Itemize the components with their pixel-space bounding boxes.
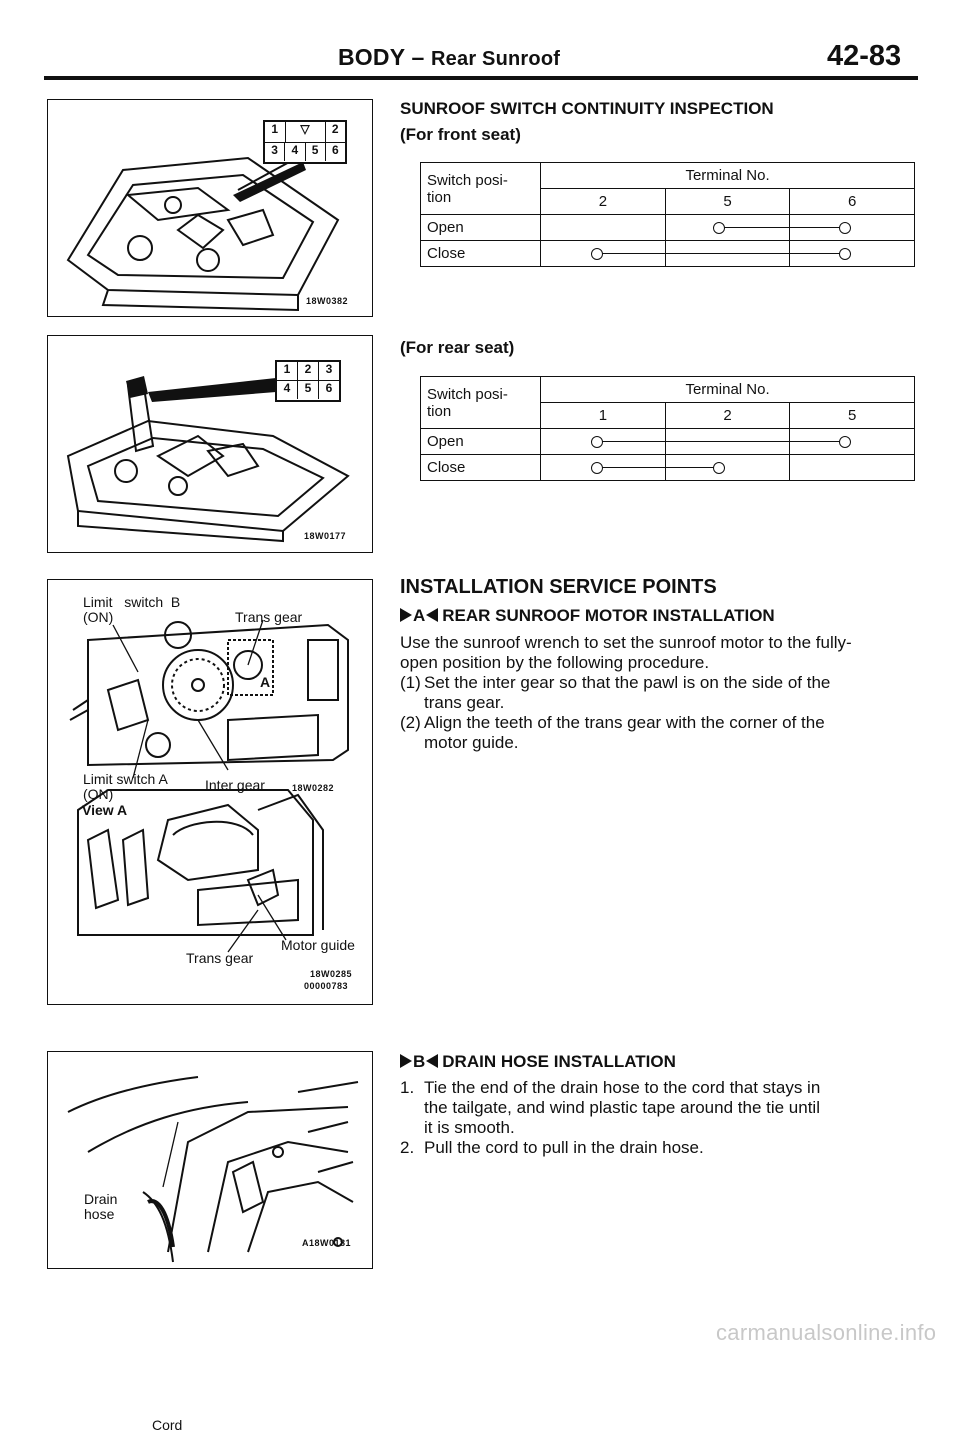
label-text: (ON) [83,609,114,625]
figure-switch-front [47,99,373,317]
figure-code: 18W0282 [292,783,335,793]
step-number: (2) [400,713,421,732]
connector-pin: 4 [285,143,305,161]
page-header-title [338,44,560,71]
step-number: 1. [400,1078,415,1097]
figure-code: 18W0382 [306,296,349,306]
page-number: 42-83 [827,40,902,72]
arrow-left-icon [426,1054,438,1068]
terminal-header-cell: 5 [665,189,790,215]
continuity-cells [541,241,915,267]
figure-code: A18W0181 [302,1238,352,1248]
paragraph-line: the tailgate, and wind plastic tape around the tie until [424,1098,820,1117]
terminal-header-cell: 6 [790,189,915,215]
figure-drain-hose [47,1051,373,1433]
step-number: 2. [400,1138,415,1157]
label-text: A [260,674,271,690]
figure-code: 18W0285 [310,969,353,979]
subsection-name: Rear Sunroof [431,48,561,70]
terminal-header-cell: 2 [665,403,790,429]
header-text: tion [427,188,452,206]
rear-seat-subtitle: (For rear seat) [400,338,515,357]
installation-title: INSTALLATION SERVICE POINTS [400,576,717,598]
connector-pin: 1 [265,122,286,142]
label-text: Limit switch B [83,594,181,610]
figure-code: 18W0177 [304,531,347,541]
switch-position-header [421,377,541,429]
front-seat-continuity-table [420,162,915,267]
label-trans-gear-view: Trans gear [186,950,254,966]
continuity-line [720,227,844,228]
label-limit-switch-b [83,595,180,625]
continuity-line [598,441,844,442]
service-point-a-body [400,633,920,753]
header-text: Switch posi- [427,385,508,403]
table-row [421,215,915,241]
service-point-b-body [400,1078,920,1158]
service-mark: B [413,1052,426,1071]
connector-pin: 5 [298,381,319,399]
table-row [421,455,915,481]
connector-pin: 3 [265,143,285,161]
continuity-line [598,467,722,468]
connector-pin: 6 [332,143,339,157]
terminal-header-cell: 2 [541,189,666,215]
figure-switch-rear [47,335,373,553]
connector-pin: 2 [331,122,339,136]
row-label: Close [421,241,541,267]
connector-diagram [263,120,347,164]
step-item [400,713,920,753]
paragraph-line: motor guide. [424,733,519,752]
header-text: tion [427,402,452,420]
front-seat-subtitle: (For front seat) [400,125,521,144]
label-text: Drain [84,1191,118,1207]
continuity-line [598,253,844,254]
label-limit-switch-a [83,772,168,802]
continuity-terminal-circle [591,462,603,474]
connector-diagram [275,360,341,402]
connector-pin: 2 [298,362,319,380]
row-label: Open [421,215,541,241]
paragraph-line: Align the teeth of the trans gear with the corner of the [424,713,825,732]
label-drain-hose [84,1192,117,1222]
connector-pin: 6 [325,381,333,395]
label-text: (ON) [83,786,114,802]
connector-pin: 3 [325,362,333,376]
header-rule [44,76,918,80]
arrow-right-icon [400,1054,412,1068]
continuity-terminal-circle [713,222,725,234]
terminal-header-cell: 5 [790,403,915,429]
paragraph-line: Pull the cord to pull in the drain hose. [424,1138,704,1157]
paragraph-line: it is smooth. [424,1118,515,1137]
service-point-a-heading [400,606,775,626]
continuity-title: SUNROOF SWITCH CONTINUITY INSPECTION [400,99,774,118]
continuity-terminal-circle [839,222,851,234]
paragraph-line: Use the sunroof wrench to set the sunroof motor to the fully- [400,633,852,652]
step-number: (1) [400,673,421,692]
service-heading-text: REAR SUNROOF MOTOR INSTALLATION [442,606,775,625]
header-dash: – [411,44,425,70]
arrow-left-icon [426,608,438,622]
label-inter-gear: Inter gear [205,777,265,793]
label-trans-gear: Trans gear [235,609,303,625]
terminal-no-header: Terminal No. [541,377,915,403]
label-text: Limit switch A [83,771,168,787]
service-point-b-heading [400,1052,676,1072]
continuity-cells [541,455,915,481]
view-marker-a [260,674,270,690]
watermark: carmanualsonline.info [716,1320,937,1345]
label-text: hose [84,1206,115,1222]
connector-pin: 1 [277,362,298,380]
paragraph-line: Tie the end of the drain hose to the cord that stays in [424,1078,821,1097]
figure-code: 00000783 [304,981,349,991]
terminal-header-cell: 1 [541,403,666,429]
switch-position-header [421,163,541,215]
terminal-no-header: Terminal No. [541,163,915,189]
continuity-terminal-circle [839,248,851,260]
row-label: Open [421,429,541,455]
connector-pin: 5 [306,143,326,161]
continuity-terminal-circle [591,436,603,448]
row-label: Close [421,455,541,481]
continuity-cells [541,215,915,241]
step-item [400,673,920,713]
service-heading-text: DRAIN HOSE INSTALLATION [442,1052,676,1071]
section-name: BODY [338,44,405,70]
label-motor-guide: Motor guide [281,937,355,953]
continuity-terminal-circle [713,462,725,474]
rear-seat-continuity-table [420,376,915,481]
label-cord: Cord [152,1417,183,1433]
figure-motor-gears [47,579,373,1005]
continuity-cells [541,429,915,455]
connector-key: ▽ [286,122,326,142]
arrow-right-icon [400,608,412,622]
paragraph-line: Set the inter gear so that the pawl is on the side of the [424,673,831,692]
table-row [421,429,915,455]
label-view-a: View A [82,802,128,818]
table-row [421,241,915,267]
step-item [400,1078,920,1138]
continuity-terminal-circle [591,248,603,260]
continuity-terminal-circle [839,436,851,448]
paragraph-line: open position by the following procedure. [400,653,710,672]
connector-pin: 4 [277,381,298,399]
paragraph-line: trans gear. [424,693,505,712]
step-item [400,1138,920,1158]
service-mark: A [413,606,426,625]
header-text: Switch posi- [427,171,508,189]
